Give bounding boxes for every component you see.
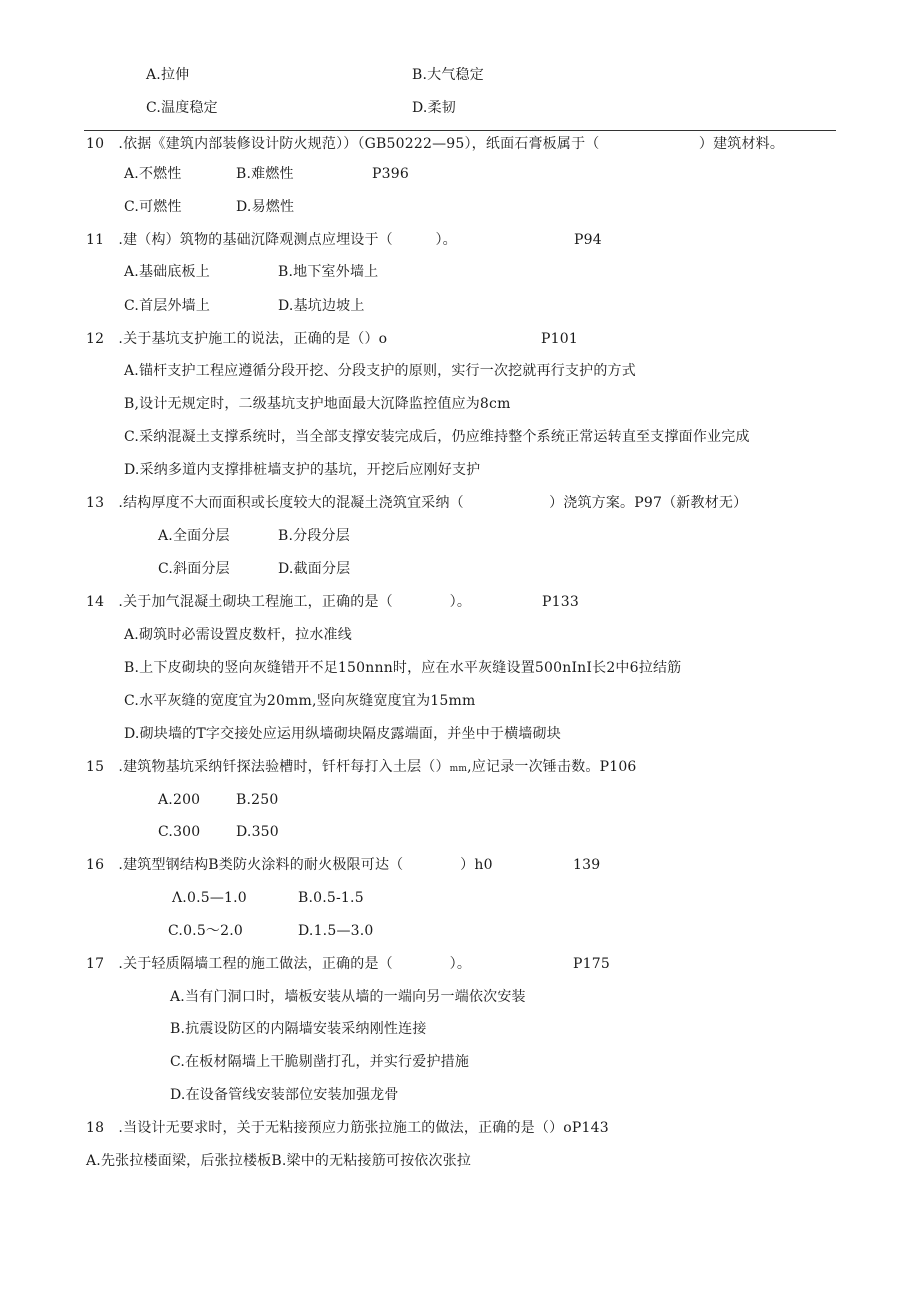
q15-option-d: D.350 [236,824,279,840]
q15-stem-end: ,应记录一次锤击数。P106 [467,759,637,775]
divider-line [84,130,836,131]
q13-option-b: B.分段分层 [278,528,350,544]
q11-page-ref: P94 [574,232,602,248]
q14-page-ref: P133 [542,594,579,610]
q15-option-c: C.300 [158,824,201,840]
q12-page-ref: P101 [541,331,578,347]
q16-page-ref: 139 [573,857,601,873]
q15-option-b: B.250 [236,792,279,808]
q13-option-a: A.全面分层 [158,528,230,544]
q12-option-b: B,设计无规定时，二级基坑支护地面最大沉降监控值应为8cm [124,396,511,412]
q15-stem [86,758,637,778]
q10-stem: 10 .依据《建筑内部装修设计防火规范））（GB50222—95），纸面石膏板属于（ ）建筑材料。 [86,136,785,152]
q10-option-a: A.不燃性 [124,166,182,182]
q12-option-d: D.采纳多道内支撑排桩墙支护的基坑，开挖后应刚好支护 [124,462,481,478]
q17-option-a: A.当有门洞口时，墙板安装从墙的一端向另一端依次安装 [170,989,526,1005]
q17-option-c: C.在板材隔墙上干脆剔凿打孔，并实行爱护措施 [170,1054,470,1070]
q11-option-d: D.基坑边坡上 [278,298,365,314]
q16-option-b: B.0.5-1.5 [298,890,364,906]
q17-stem: 17 .关于轻质隔墙工程的施工做法，正确的是（ ）。 [86,956,472,972]
q13-option-c: C.斜面分层 [158,561,230,577]
q15-unit: mm [449,764,468,774]
top-option-b: B.大气稳定 [412,67,484,83]
q10-option-d: D.易燃性 [236,199,295,215]
q16-option-d: D.1.5—3.0 [298,923,374,939]
q12-option-a: A.锚杆支护工程应遵循分段开挖、分段支护的原则，实行一次挖就再行支护的方式 [124,363,636,379]
q12-stem: 12 .关于基坑支护施工的说法，正确的是（）o [86,331,388,347]
q14-stem: 14 .关于加气混凝土砌块工程施工，正确的是（ ）。 [86,594,472,610]
q10-page-ref: P396 [372,166,409,182]
q11-stem: 11 .建（构）筑物的基础沉降观测点应埋设于（ ）。 [86,232,457,248]
q14-option-d: D.砌块墙的T字交接处应运用纵墙砌块隔皮露端面，并坐中于横墙砌块 [124,726,561,742]
q14-option-a: A.砌筑时必需设置皮数杆，拉水准线 [124,627,352,643]
q17-page-ref: P175 [573,956,610,972]
q11-option-c: C.首层外墙上 [124,298,211,314]
q15-stem-text: 15 .建筑物基坑采纳钎探法验槽时，钎杆每打入土层（） [86,759,450,775]
q14-option-c: C.水平灰缝的宽度宜为20mm,竖向灰缝宽度宜为15mm [124,693,476,709]
q16-stem: 16 .建筑型钢结构B类防火涂料的耐火极限可达（ ）h0 [86,857,493,873]
q18-options-ab: A.先张拉楼面梁，后张拉楼板B.梁中的无粘接筋可按依次张拉 [86,1153,472,1169]
q10-option-b: B.难燃性 [236,166,294,182]
q11-option-b: B.地下室外墙上 [278,264,379,280]
top-option-d: D.柔韧 [412,100,456,116]
q17-option-d: D.在设备管线安装部位安装加强龙骨 [170,1087,399,1103]
q15-option-a: A.200 [158,792,201,808]
q12-option-c: C.采纳混凝土支撑系统时，当全部支撑安装完成后，仍应维持整个系统正常运转直至支撑面作业完成 [124,429,750,445]
q14-option-b: B.上下皮砌块的竖向灰缝错开不足150nnn时，应在水平灰缝设置500nInI长2中6拉结筋 [124,660,682,676]
q16-option-a: Λ.0.5—1.0 [172,890,247,906]
q16-option-c: C.0.5～2.0 [168,923,243,939]
top-option-a: A.拉伸 [146,67,190,83]
q13-option-d: D.截面分层 [278,561,351,577]
q11-option-a: A.基础底板上 [124,264,210,280]
q17-option-b: B.抗震设防区的内隔墙安装采纳刚性连接 [170,1021,427,1037]
q13-stem: 13 .结构厚度不大而面积或长度较大的混凝土浇筑宜采纳（ ）浇筑方案。P97（新教材无） [86,495,748,511]
q18-stem: 18 .当设计无要求时，关于无粘接预应力筋张拉施工的做法，正确的是（）oP143 [86,1120,609,1136]
top-option-c: C.温度稳定 [146,100,218,116]
q10-option-c: C.可燃性 [124,199,182,215]
